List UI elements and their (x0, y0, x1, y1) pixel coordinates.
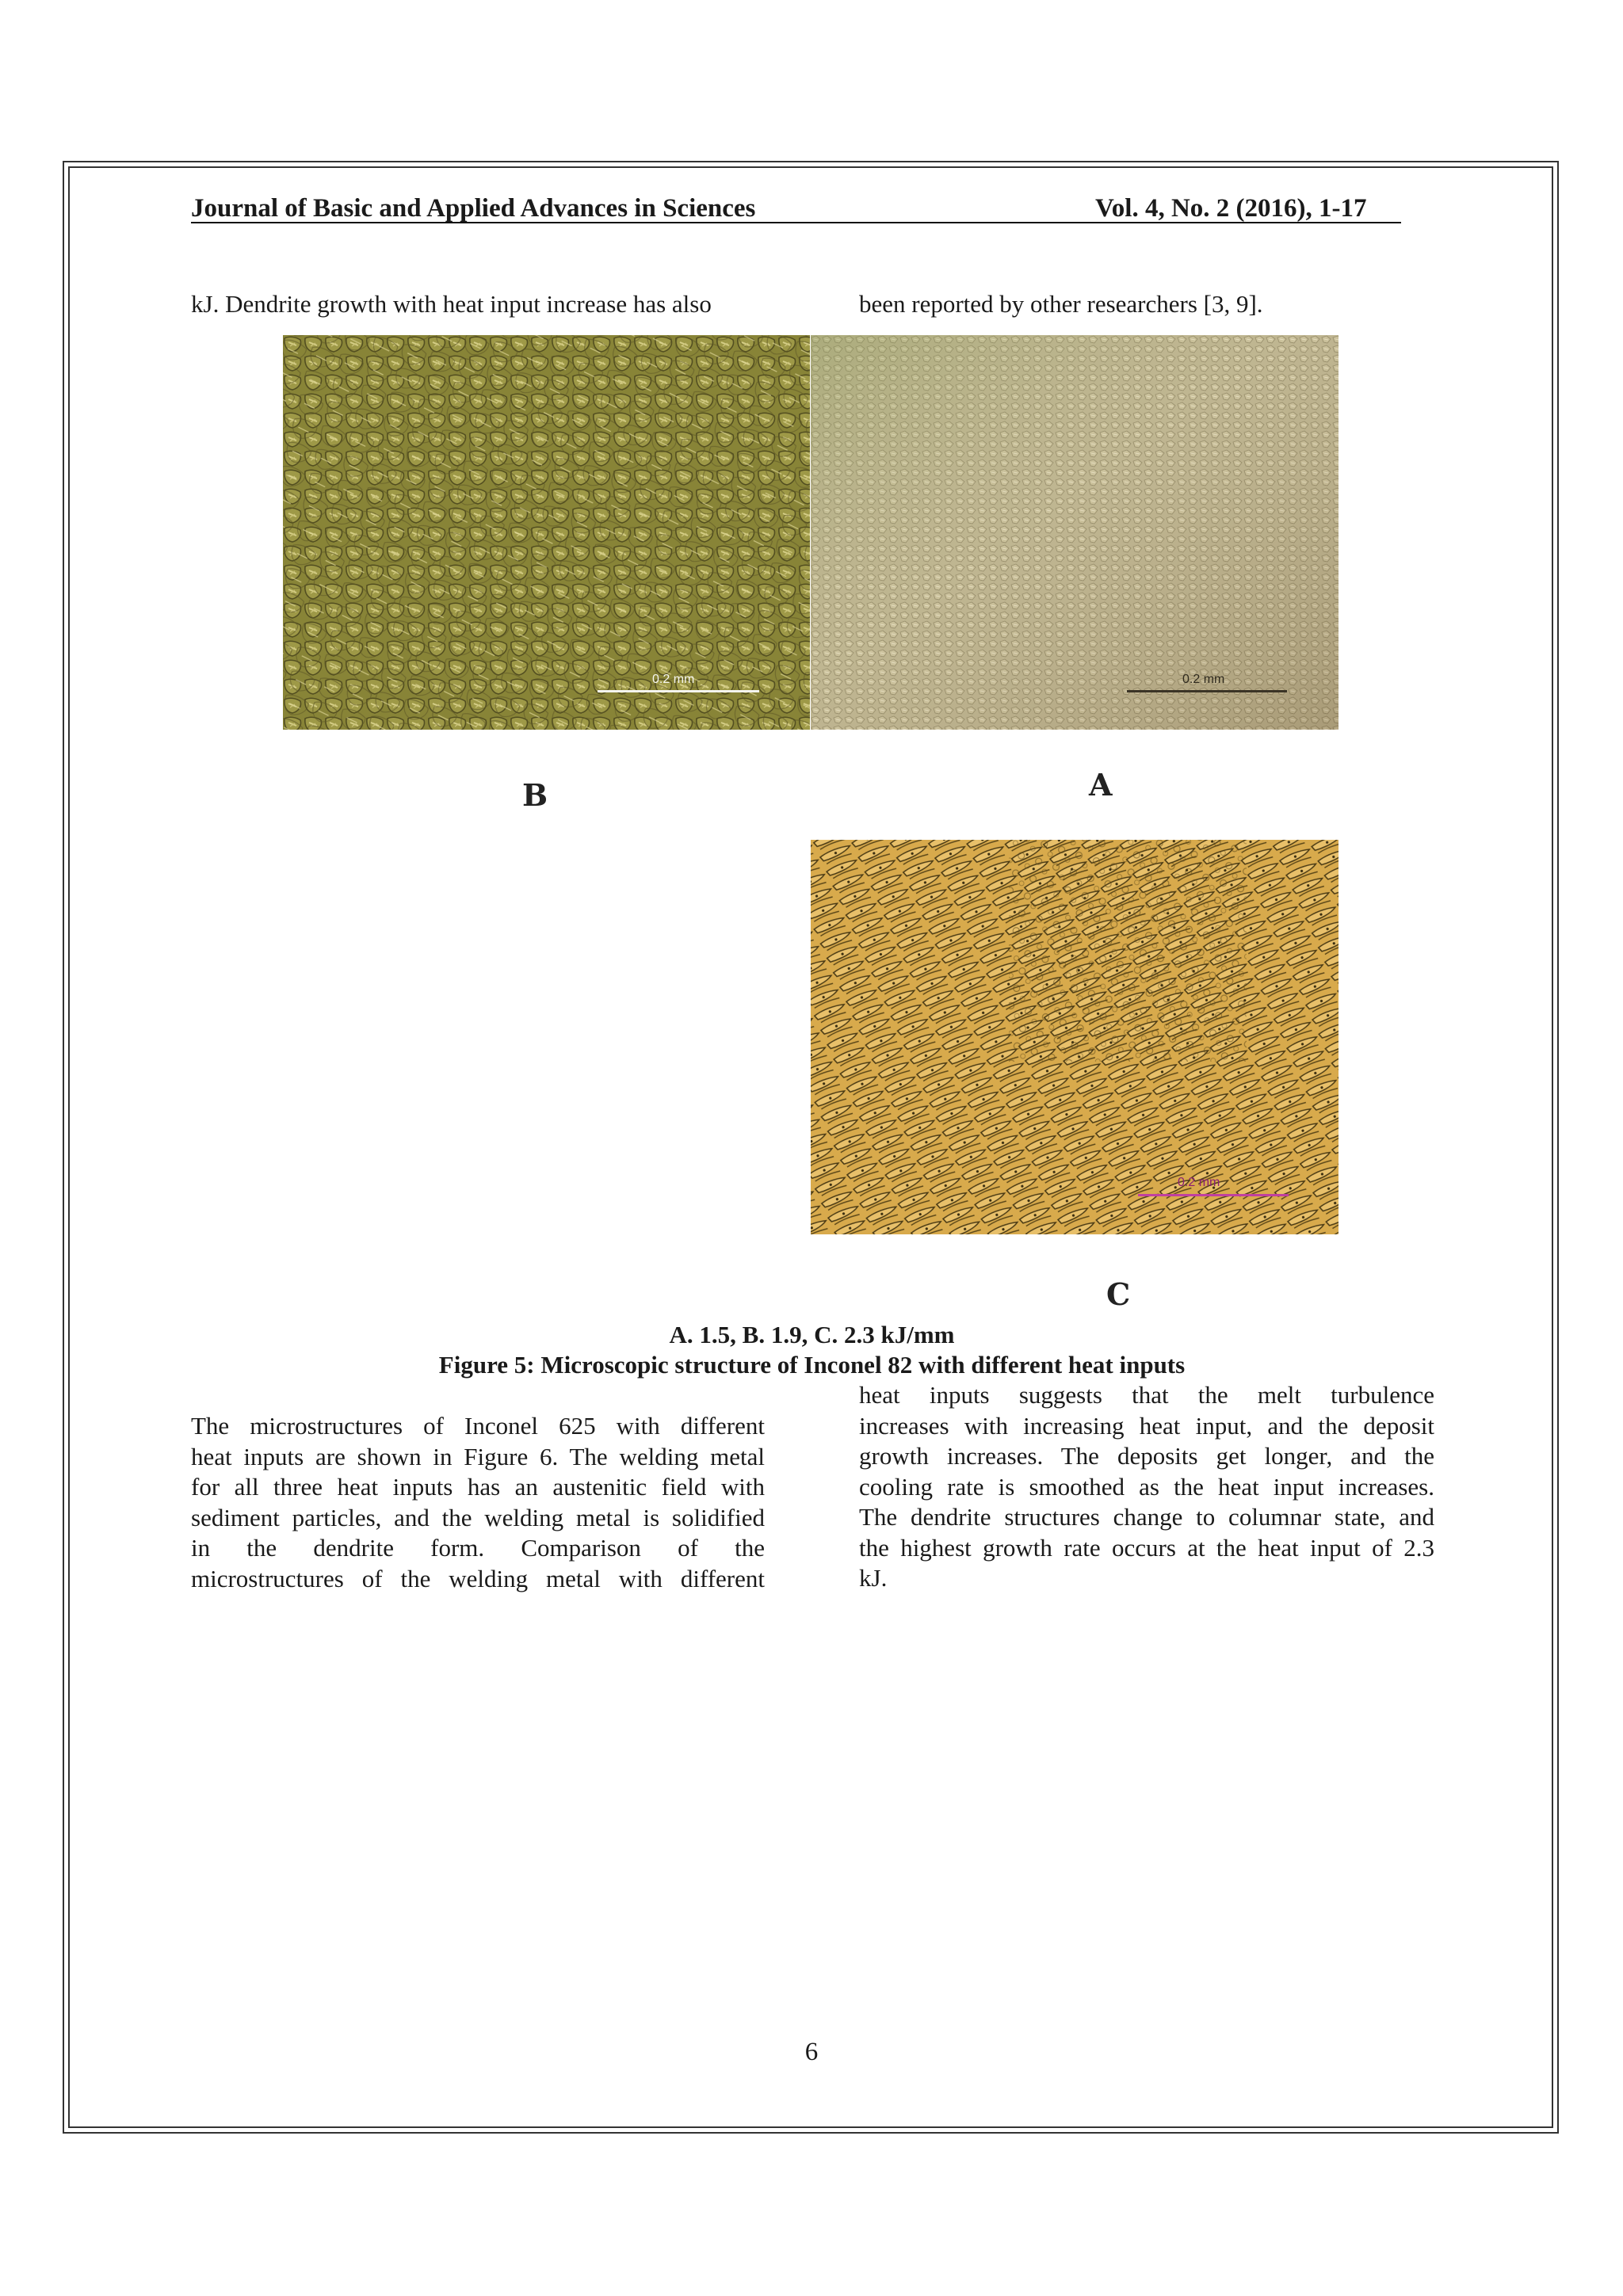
left-line: for all three heat inputs has an austenitic field with (191, 1473, 765, 1501)
panel-label-c: C (1106, 1276, 1131, 1312)
right-line: increases with increasing heat input, and the deposit (859, 1411, 1434, 1440)
micrograph-b (283, 335, 810, 730)
left-line: heat inputs are shown in Figure 6. The welding metal (191, 1442, 765, 1470)
left-line: The microstructures of Inconel 625 with different (191, 1412, 765, 1440)
panel-label-b: B (522, 777, 548, 813)
journal-title: Journal of Basic and Applied Advances in Sciences (191, 194, 756, 223)
right-line: kJ. (859, 1564, 888, 1592)
panel-label-a: A (1089, 767, 1113, 803)
figure-caption: Figure 5: Microscopic structure of Inconel 82 with different heat inputs (438, 1351, 1186, 1379)
right-line: The dendrite structures change to columnar state, and (859, 1503, 1434, 1531)
page-number: 6 (804, 2038, 819, 2066)
scale-bar-b (598, 690, 759, 692)
right-line: growth increases. The deposits get longer, and the (859, 1442, 1434, 1470)
figure-subcaption: A. 1.5, B. 1.9, C. 2.3 kJ/mm (669, 1321, 955, 1348)
micrograph-c (811, 840, 1338, 1234)
right-line: heat inputs suggests that the melt turbulence (859, 1381, 1434, 1409)
right-line: cooling rate is smoothed as the heat input increases. (859, 1472, 1434, 1501)
scale-bar-c (1138, 1194, 1289, 1196)
top-text-left: kJ. Dendrite growth with heat input increase has also (191, 290, 712, 318)
right-column (859, 1380, 1434, 1594)
left-line: sediment particles, and the welding metal is solidified (191, 1503, 765, 1531)
header-rule (191, 222, 1401, 223)
micrograph-a (811, 335, 1338, 730)
left-line: microstructures of the welding metal with different (191, 1564, 765, 1592)
right-line: the highest growth rate occurs at the heat input of 2.3 (859, 1533, 1434, 1562)
left-column (191, 1411, 765, 1594)
left-line: in the dendrite form. Comparison of the (191, 1534, 765, 1562)
scale-bar-a (1127, 690, 1287, 692)
scale-label-b: 0.2 mm (652, 673, 695, 686)
scale-label-a: 0.2 mm (1182, 673, 1225, 686)
top-text-right: been reported by other researchers [3, 9]. (859, 290, 1263, 318)
volume-info: Vol. 4, No. 2 (2016), 1-17 (1095, 194, 1367, 223)
scale-label-c: 0.2 mm (1178, 1176, 1220, 1189)
